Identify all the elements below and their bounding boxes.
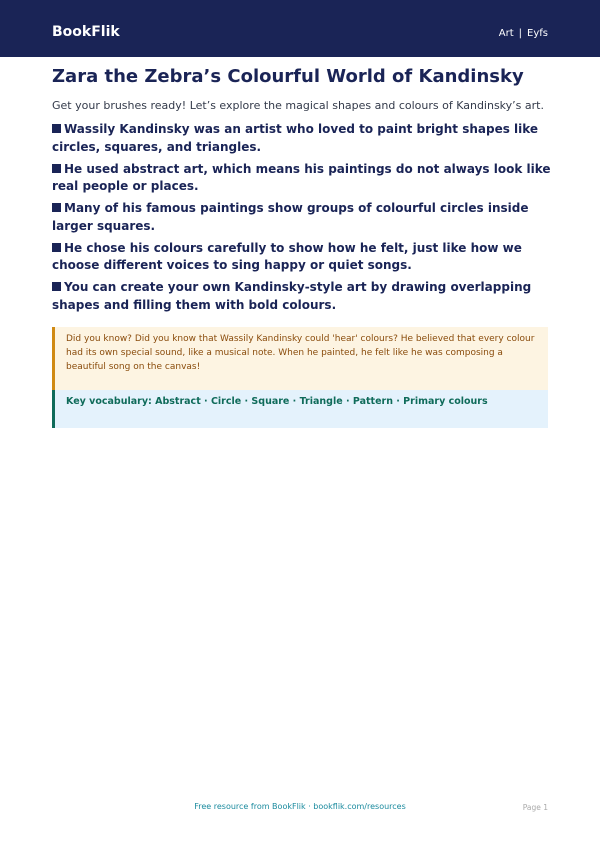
top-header-bar — [0, 0, 600, 57]
breadcrumb — [499, 27, 548, 41]
intro-text: Get your brushes ready! Let’s explore the magical shapes and colours of Kandinsky’s art. — [52, 99, 544, 112]
square-bullet-icon — [52, 203, 61, 212]
square-bullet-icon — [52, 243, 61, 252]
key-point — [52, 161, 552, 196]
brand-logo-text[interactable]: BookFlik — [52, 24, 120, 40]
key-point — [52, 121, 552, 156]
did-you-know-box — [52, 327, 548, 390]
key-point — [52, 200, 552, 235]
key-vocabulary-text: Key vocabulary: Abstract · Circle · Square · Triangle · Pattern · Primary colours — [66, 396, 488, 407]
key-point-text: You can create your own Kandinsky-style art by drawing overlapping shapes and filling them with bold colours. — [52, 280, 532, 312]
square-bullet-icon — [52, 282, 61, 291]
did-you-know-text: Did you know? Did you know that Wassily Kandinsky could 'hear' colours? He believed that every colour had its own special sound, like a musical note. When he painted, he felt like he was composing a beautiful song on the canvas! — [66, 334, 535, 372]
key-point — [52, 240, 552, 275]
key-point-text: Wassily Kandinsky was an artist who loved to paint bright shapes like circles, squares, and triangles. — [52, 122, 539, 154]
key-point-text: He used abstract art, which means his paintings do not always look like real people or places. — [52, 161, 551, 193]
key-point — [52, 279, 552, 314]
key-point-text: Many of his famous paintings show groups of colourful circles inside larger squares. — [52, 201, 529, 233]
page-title: Zara the Zebra’s Colourful World of Kandinsky — [52, 66, 524, 87]
breadcrumb-level[interactable]: Eyfs — [527, 28, 548, 39]
key-point-text: He chose his colours carefully to show how he felt, just like how we choose different voices to sing happy or quiet songs. — [52, 240, 522, 272]
square-bullet-icon — [52, 124, 61, 133]
page-number: Page 1 — [522, 803, 548, 812]
footer-resource-link[interactable]: Free resource from BookFlik · bookflik.com/resources — [194, 802, 406, 811]
breadcrumb-separator: | — [518, 28, 523, 39]
key-vocabulary-box — [52, 390, 548, 428]
breadcrumb-subject[interactable]: Art — [498, 28, 514, 39]
square-bullet-icon — [52, 164, 61, 173]
key-points-list — [52, 121, 552, 319]
